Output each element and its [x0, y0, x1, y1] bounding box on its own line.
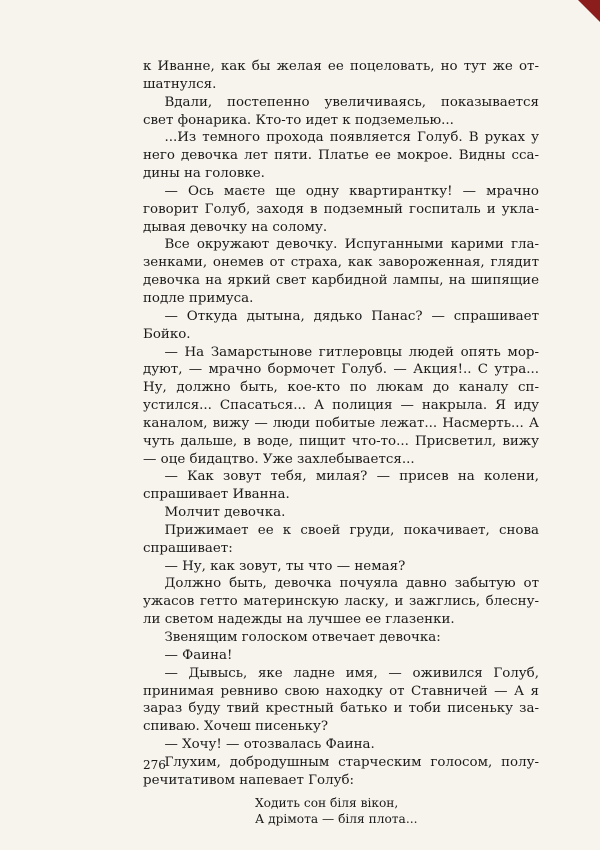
paragraph-6: — Откуда дытына, дядько Панас? — спрашивает Бойко. — [143, 308, 539, 342]
paragraph-7: — На Замарстынове гитлеровцы людей опять мордуют, — мрачно бормочет Голуб. — Акция!.. С утра... Ну, должно быть, кое-кто по люкам до каналу спустился... Спасаться... А полиция — накрыла. Я иду каналом, вижу — люди побитые лежат... Насмерть... А чуть дальше, в воде, пищит что-то... Присветил, вижу — оце бидацтво. Уже захлебывается... — [143, 344, 539, 467]
paragraph-9: Молчит девочка. — [164, 505, 286, 521]
paragraph-8: — Как зовут тебя, милая? — присев на колени, спрашивает Иванна. — [143, 469, 539, 503]
paragraph-15: — Дывысь, яке ладне имя, — оживился Голуб, принимая ревниво свою находку от Ставничей — А я зараз буду твий крестный батько и тоби писеньку заспиваю. Хочеш писеньку? — [143, 665, 539, 735]
paragraph-11: — Ну, как зовут, ты что — немая? — [164, 558, 406, 574]
paragraph-12: Должно быть, девочка почуяла давно забытую от ужасов гетто материнскую ласку, и зажглись, блеснули светом надежды на лучшее ее глазенки. — [143, 576, 539, 628]
verse-line-1: Ходить сон біля вікон, — [255, 795, 399, 810]
paragraph-1: к Иванне, как бы желая ее поцеловать, но тут же отшатнулся. — [143, 59, 539, 92]
paragraph-3: ...Из темного прохода появляется Голуб. В руках у него девочка лет пяти. Платье ее мокрое. Видны ссадины на головке. — [143, 130, 539, 182]
paragraph-16: — Хочу! — отозвалась Фаина. — [164, 737, 375, 753]
paragraph-14: — Фаина! — [164, 647, 233, 663]
paragraph-4: — Ось маєте ще одну квартирантку! — мрачно говорит Голуб, заходя в подземный госпиталь и укладывая девочку на солому. — [143, 183, 539, 235]
page-number: 276 — [143, 758, 166, 772]
verse-line-2: А дрімота — біля плота... — [255, 811, 418, 826]
paragraph-13: Звенящим голоском отвечает девочка: — [164, 630, 441, 645]
page-text-block — [143, 58, 539, 827]
paragraph-2: Вдали, постепенно увеличиваясь, показывается свет фонарика. Кто-то идет к подземелью... — [143, 94, 539, 128]
paragraph-5: Все окружают девочку. Испуганными карими глазенками, онемев от страха, как завороженная, глядит девочка на яркий свет карбидной лампы, на шипящие подле примуса. — [143, 237, 539, 306]
paragraph-17: Глухим, добродушным старческим голосом, полуречитативом напевает Голуб: — [143, 754, 539, 788]
song-verse — [255, 795, 539, 827]
paragraph-10: Прижимает ее к своей груди, покачивает, снова спрашивает: — [143, 522, 539, 556]
red-corner-mark — [578, 0, 600, 22]
